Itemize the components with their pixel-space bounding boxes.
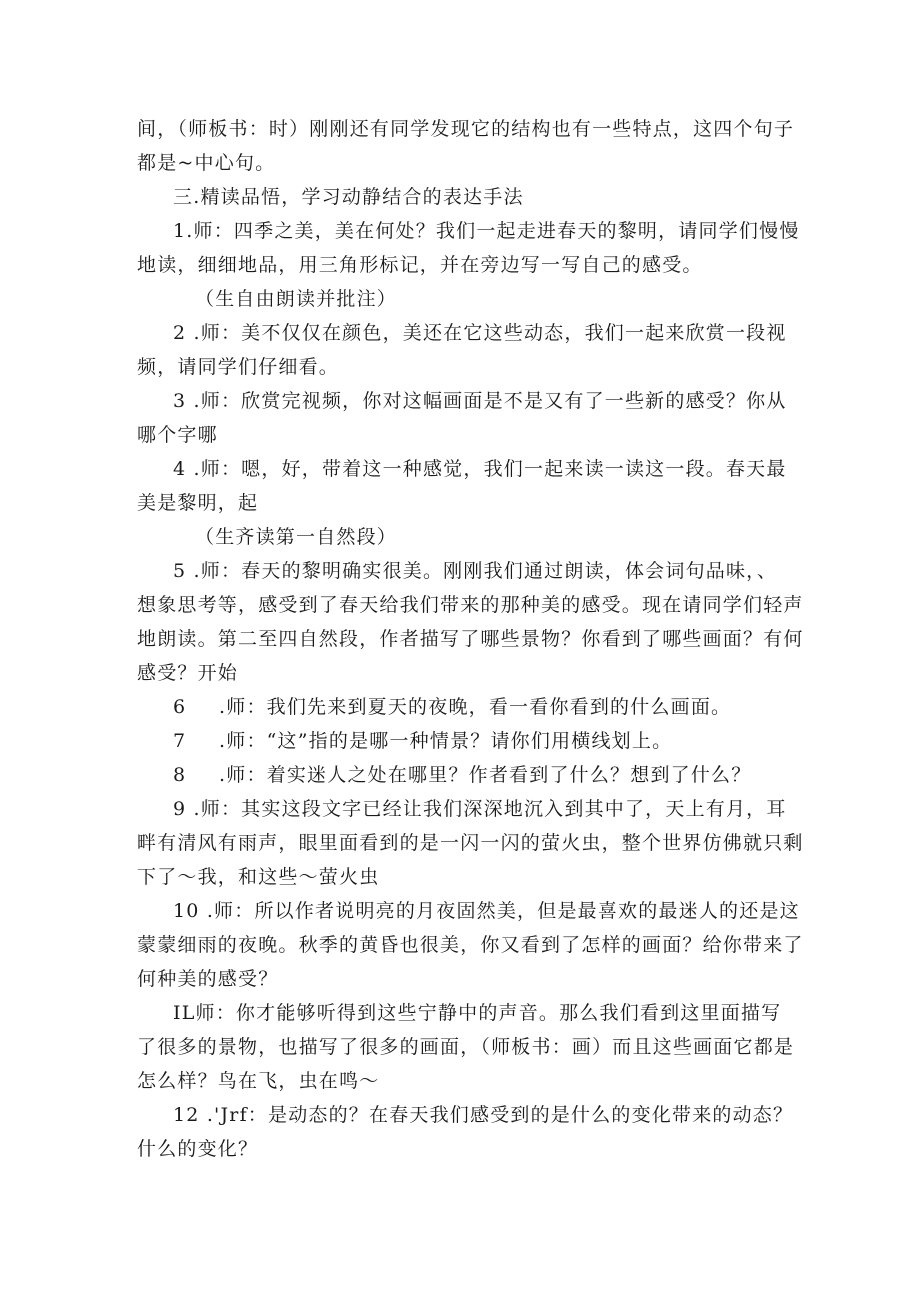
text-line: 什么的变化？ xyxy=(137,1138,259,1160)
item-number: 6 xyxy=(173,696,187,718)
text-line: 蒙蒙细雨的夜晚。秋季的黄昏也很美，你又看到了怎样的画面？给你带来了 xyxy=(137,934,804,956)
text-line xyxy=(137,690,797,724)
text-line: （生自由朗读并批注） xyxy=(195,288,398,310)
text-line: 4 .师：嗯，好，带着这一种感觉，我们一起来读一读这一段。春天最 xyxy=(173,458,787,480)
text-line xyxy=(137,758,797,792)
item-text: .师：我们先来到夏天的夜晚，看一看你看到的什么画面。 xyxy=(219,696,732,718)
text-line: 间，（师板书：时）刚刚还有同学发现它的结构也有一些特点，这四个句子 xyxy=(137,118,795,140)
text-line: 怎么样？鸟在飞，虫在鸣〜 xyxy=(137,1070,380,1092)
text-line: 畔有清风有雨声，眼里面看到的是一闪一闪的萤火虫，整个世界仿佛就只剩 xyxy=(137,832,804,854)
text-line: 12 .'Jrf：是动态的？在春天我们感受到的是什么的变化带来的动态？ xyxy=(173,1104,794,1126)
text-line: IL师：你才能够听得到这些宁静中的声音。那么我们看到这里面描写 xyxy=(173,1002,782,1024)
text-line: 美是黎明，起 xyxy=(137,492,259,514)
text-line: 地读，细细地品，用三角形标记，并在旁边写一写自己的感受。 xyxy=(137,254,703,276)
text-line: 3 .师：欣赏完视频，你对这幅画面是不是又有了一些新的感受？你从 xyxy=(173,390,787,412)
text-line: 10 .师：所以作者说明亮的月夜固然美，但是最喜欢的最迷人的还是这 xyxy=(173,900,800,922)
text-line xyxy=(137,724,797,758)
text-line: 何种美的感受？ xyxy=(137,968,279,990)
document-body xyxy=(137,112,804,1166)
item-text: .师：“这”指的是哪一种情景？请你们用横线划上。 xyxy=(219,730,673,752)
text-line: 想象思考等，感受到了春天给我们带来的那种美的感受。现在请同学们轻声 xyxy=(137,594,804,616)
text-line: 5 .师：春天的黎明确实很美。刚刚我们通过朗读，体会词句品味，、 xyxy=(173,560,778,582)
text-line: 地朗读。第二至四自然段，作者描写了哪些景物？你看到了哪些画面？有何 xyxy=(137,628,804,650)
item-number: 8 xyxy=(173,764,187,786)
text-line: 频，请同学们仔细看。 xyxy=(137,356,340,378)
text-line: 感受？开始 xyxy=(137,662,239,684)
text-line: 9 .师：其实这段文字已经让我们深深地沉入到其中了，天上有月，耳 xyxy=(173,798,787,820)
section-heading: 三.精读品悟，学习动静结合的表达手法 xyxy=(173,186,524,208)
text-line: 1.师：四季之美，美在何处？我们一起走进春天的黎明，请同学们慢慢 xyxy=(173,220,800,242)
text-line: 了很多的景物，也描写了很多的画面，（师板书：画）而且这些画面它都是 xyxy=(137,1036,795,1058)
text-line: 哪个字哪 xyxy=(137,424,218,446)
text-line: 下了〜我，和这些〜萤火虫 xyxy=(137,866,380,888)
item-number: 7 xyxy=(173,730,187,752)
text-line: 都是~中心句。 xyxy=(137,152,276,174)
text-line: （生齐读第一自然段） xyxy=(195,526,398,548)
text-line: 2 .师：美不仅仅在颜色，美还在它这些动态，我们一起来欣赏一段视 xyxy=(173,322,787,344)
item-text: .师：着实迷人之处在哪里？作者看到了什么？想到了什么？ xyxy=(219,764,752,786)
